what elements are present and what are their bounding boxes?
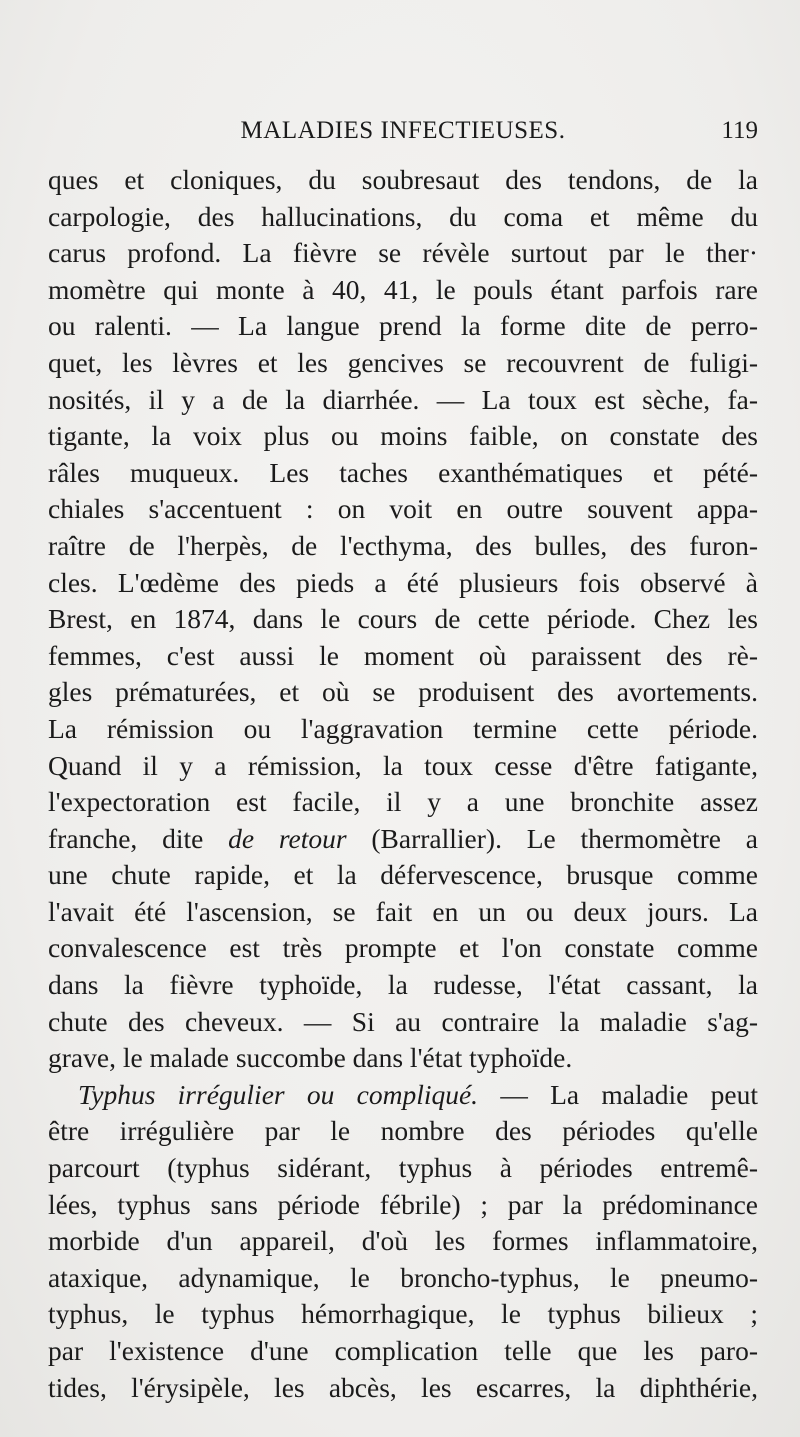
- text-line: [48, 821, 758, 858]
- running-head: [48, 114, 758, 148]
- text-line: convalescence est très prompte et l'on constate comme: [48, 932, 758, 964]
- text-line: La rémission ou l'aggravation termine cette période.: [48, 712, 758, 744]
- text-line: typhus, le typhus hémorrhagique, le typhus bilieux ;: [48, 1298, 758, 1330]
- text-line: ataxique, adynamique, le broncho-typhus, le pneumo-: [48, 1261, 758, 1293]
- text-fragment: — La maladie peut: [478, 1078, 758, 1110]
- text-line: Quand il y a rémission, la toux cesse d'être fatigante,: [48, 749, 758, 781]
- text-line: l'avait été l'ascension, se fait en un ou deux jours. La: [48, 895, 758, 927]
- text-line: gles prématurées, et où se produisent des avortements.: [48, 676, 758, 708]
- text-line: dans la fièvre typhoïde, la rudesse, l'état cassant, la: [48, 969, 758, 1001]
- text-line: parcourt (typhus sidérant, typhus à périodes entremê-: [48, 1152, 758, 1184]
- text-line: carus profond. La fièvre se révèle surtout par le ther·: [48, 237, 758, 269]
- text-line: l'expectoration est facile, il y a une bronchite assez: [48, 786, 758, 818]
- text-line: lées, typhus sans période fébrile) ; par la prédominance: [48, 1188, 758, 1220]
- text-line: Brest, en 1874, dans le cours de cette période. Chez les: [48, 603, 758, 635]
- page-number: 119: [721, 117, 758, 144]
- section-heading-line: [48, 1077, 758, 1114]
- text-line: être irrégulière par le nombre des périodes qu'elle: [48, 1115, 758, 1147]
- text-line: quet, les lèvres et les gencives se recouvrent de fuligi-: [48, 346, 758, 378]
- text-line: râles muqueux. Les taches exanthématiques et pété-: [48, 456, 758, 488]
- text-line: raître de l'herpès, de l'ecthyma, des bulles, des furon-: [48, 529, 758, 561]
- text-line: par l'existence d'une complication telle que les paro-: [48, 1335, 758, 1366]
- running-title: MALADIES INFECTIEUSES.: [240, 117, 566, 144]
- text-line: nosités, il y a de la diarrhée. — La toux est sèche, fa-: [48, 383, 758, 415]
- text-line: femmes, c'est aussi le moment où paraissent des rè-: [48, 639, 758, 671]
- text-line: momètre qui monte à 40, 41, le pouls étant parfois rare: [48, 273, 758, 305]
- text-fragment: (Barrallier). Le thermomètre a: [346, 822, 759, 854]
- text-line: morbide d'un appareil, d'où les formes inflammatoire,: [48, 1225, 758, 1257]
- section-heading: Typhus irrégulier ou compliqué.: [78, 1078, 479, 1110]
- text-line: tigante, la voix plus ou moins faible, on constate des: [48, 420, 758, 452]
- text-line: chiales s'accentuent : on voit en outre souvent appa-: [48, 493, 758, 525]
- text-line: chute des cheveux. — Si au contraire la maladie s'ag-: [48, 1005, 758, 1037]
- body-text: [48, 162, 758, 1406]
- italic-term: de retour: [228, 822, 347, 854]
- text-line: ques et cloniques, du soubresaut des tendons, de la: [48, 164, 758, 195]
- text-line: carpologie, des hallucinations, du coma et même du: [48, 200, 758, 232]
- text-fragment: franche, dite: [48, 822, 229, 854]
- text-line: tides, l'érysipèle, les abcès, les escarres, la diphthérie,: [48, 1371, 758, 1403]
- paragraph-end-line: grave, le malade succombe dans l'état typhoïde.: [48, 1042, 573, 1074]
- text-line: une chute rapide, et la défervescence, brusque comme: [48, 859, 758, 891]
- text-line: ou ralenti. — La langue prend la forme dite de perro-: [48, 310, 758, 342]
- text-line: cles. L'œdème des pieds a été plusieurs fois observé à: [48, 566, 758, 598]
